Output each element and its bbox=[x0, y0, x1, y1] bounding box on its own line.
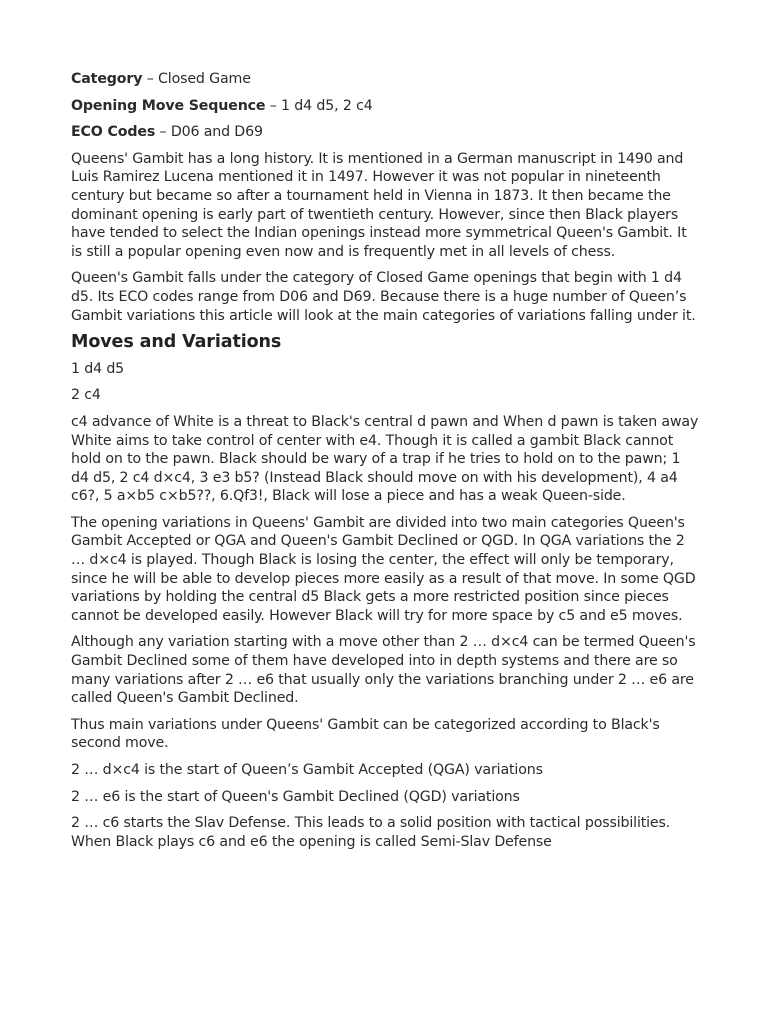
paragraph-qgd-definition: Although any variation starting with a move other than 2 … d×c4 can be termed Queen's Gambit Declined some of them have developed into in depth systems and there are so many variations after 2 … e6 that usually only the variations branching under 2 … e6 are called Queen's Gambit Declined. bbox=[71, 634, 696, 707]
paragraph-c4-advance: c4 advance of White is a threat to Black's central d pawn and When d pawn is taken away White aims to take control of center with e4. Though it is called a gambit Black cannot hold on to the pawn. Black should be wary of a trap if he tries to hold on to the pawn; 1 d4 d5, 2 c4 d×c4, 3 e3 b5? (Instead Black should move on with his development), 4 a4 c6?, 5 a×b5 c×b5??, 6.Qf3!, Black will lose a piece and has a weak Queen-side. bbox=[71, 413, 699, 505]
paragraph-second-move: Thus main variations under Queens' Gambit can be categorized according to Black's second move. bbox=[71, 716, 660, 752]
eco-value: D06 and D69 bbox=[170, 124, 263, 141]
sequence-line bbox=[71, 97, 701, 116]
category-line bbox=[71, 70, 701, 89]
document-page bbox=[71, 70, 701, 859]
separator: – bbox=[155, 124, 171, 141]
category-value: Closed Game bbox=[158, 71, 251, 87]
eco-label: ECO Codes bbox=[71, 124, 156, 141]
line-qga: 2 … d×c4 is the start of Queen’s Gambit Accepted (QGA) variations bbox=[71, 762, 543, 778]
separator: – bbox=[265, 97, 282, 114]
paragraph-variation-categories: The opening variations in Queens' Gambit are divided into two main categories Queen's Gambit Accepted or QGA and Queen's Gambit Declined or QGD. In QGA variations the 2 … d×c4 is played. Though Black is losing the center, the effect will only be temporary, since he will be able to develop pieces more easily as a result of that move. In some QGD variations by holding the central d5 Black gets a more restricted position since pieces cannot be developed easily. However Black will try for more space by c5 and e5 moves. bbox=[71, 514, 696, 624]
category-label: Category bbox=[71, 71, 143, 87]
sequence-value: 1 d4 d5, 2 c4 bbox=[281, 97, 373, 114]
line-qgd: 2 … e6 is the start of Queen's Gambit Declined (QGD) variations bbox=[71, 788, 520, 805]
move-line-1: 1 d4 d5 bbox=[71, 360, 125, 377]
move-line-2: 2 c4 bbox=[71, 387, 101, 404]
paragraph-slav-defense: 2 … c6 starts the Slav Defense. This leads to a solid position with tactical possibilities. When Black plays c6 and e6 the opening is called Semi-Slav Defense bbox=[71, 815, 671, 850]
sequence-label: Opening Move Sequence bbox=[71, 97, 266, 114]
intro-paragraph-classification: Queen's Gambit falls under the category of Closed Game openings that begin with 1 d4 d5. Its ECO codes range from D06 and D69. Because there is a huge number of Queen’s Gambit variations this article will look at the main categories of variations falling under it. bbox=[71, 270, 696, 324]
intro-paragraph-history: Queens' Gambit has a long history. It is mentioned in a German manuscript in 1490 and Luis Ramirez Lucena mentioned it in 1497. However it was not popular in nineteenth century but became so after a tournament held in Vienna in 1873. It then became the dominant opening is early part of twentieth century. However, since then Black players have tended to select the Indian openings instead more symmetrical Queen's Gambit. It is still a popular opening even now and is frequently met in all levels of chess. bbox=[71, 150, 687, 260]
separator: – bbox=[142, 71, 159, 87]
section-heading-moves: Moves and Variations bbox=[71, 332, 282, 353]
eco-line bbox=[71, 123, 701, 142]
